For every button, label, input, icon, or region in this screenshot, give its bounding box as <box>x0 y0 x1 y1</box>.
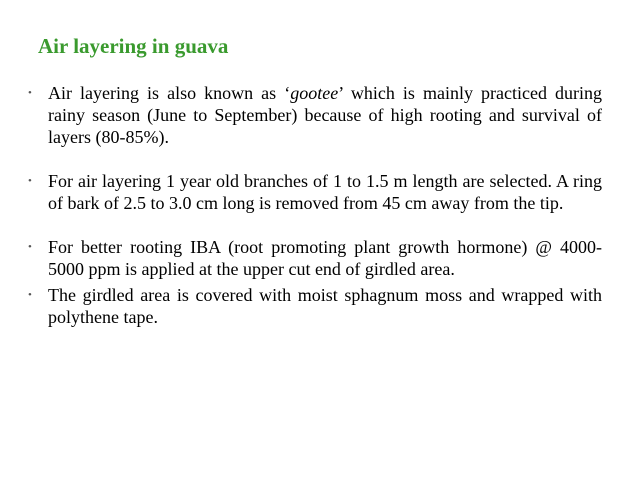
bullet-dot-icon: • <box>28 87 32 99</box>
bullet-item-2 <box>28 170 602 214</box>
bullet-dot-icon: • <box>28 241 32 253</box>
bullet-dot-icon: • <box>28 289 32 301</box>
bullet-item-3 <box>28 236 602 280</box>
bullet-text: For air layering 1 year old branches of 1 to 1.5 m length are selected. A ring of bark of 2.5 to 3.0 cm long is removed from 45 cm away from the tip. <box>48 171 602 213</box>
bullet-item-4 <box>28 284 602 328</box>
bullet-dot-icon: • <box>28 175 32 187</box>
bullet-item-1 <box>28 82 602 148</box>
bullet-text: The girdled area is covered with moist sphagnum moss and wrapped with polythene tape. <box>48 285 602 327</box>
bullet-text-italic: gootee <box>290 83 339 103</box>
bullet-text: For better rooting IBA (root promoting plant growth hormone) @ 4000-5000 ppm is applied at the upper cut end of girdled area. <box>48 237 602 279</box>
bullet-text-pre: Air layering is also known as ‘ <box>48 83 291 103</box>
slide-title: Air layering in guava <box>38 34 229 58</box>
bullet-text-post: ’ which is mainly practiced during rainy season (June to September) because of high rooting and survival of layers (80-85%). <box>48 83 603 147</box>
bullet-list <box>28 82 602 328</box>
